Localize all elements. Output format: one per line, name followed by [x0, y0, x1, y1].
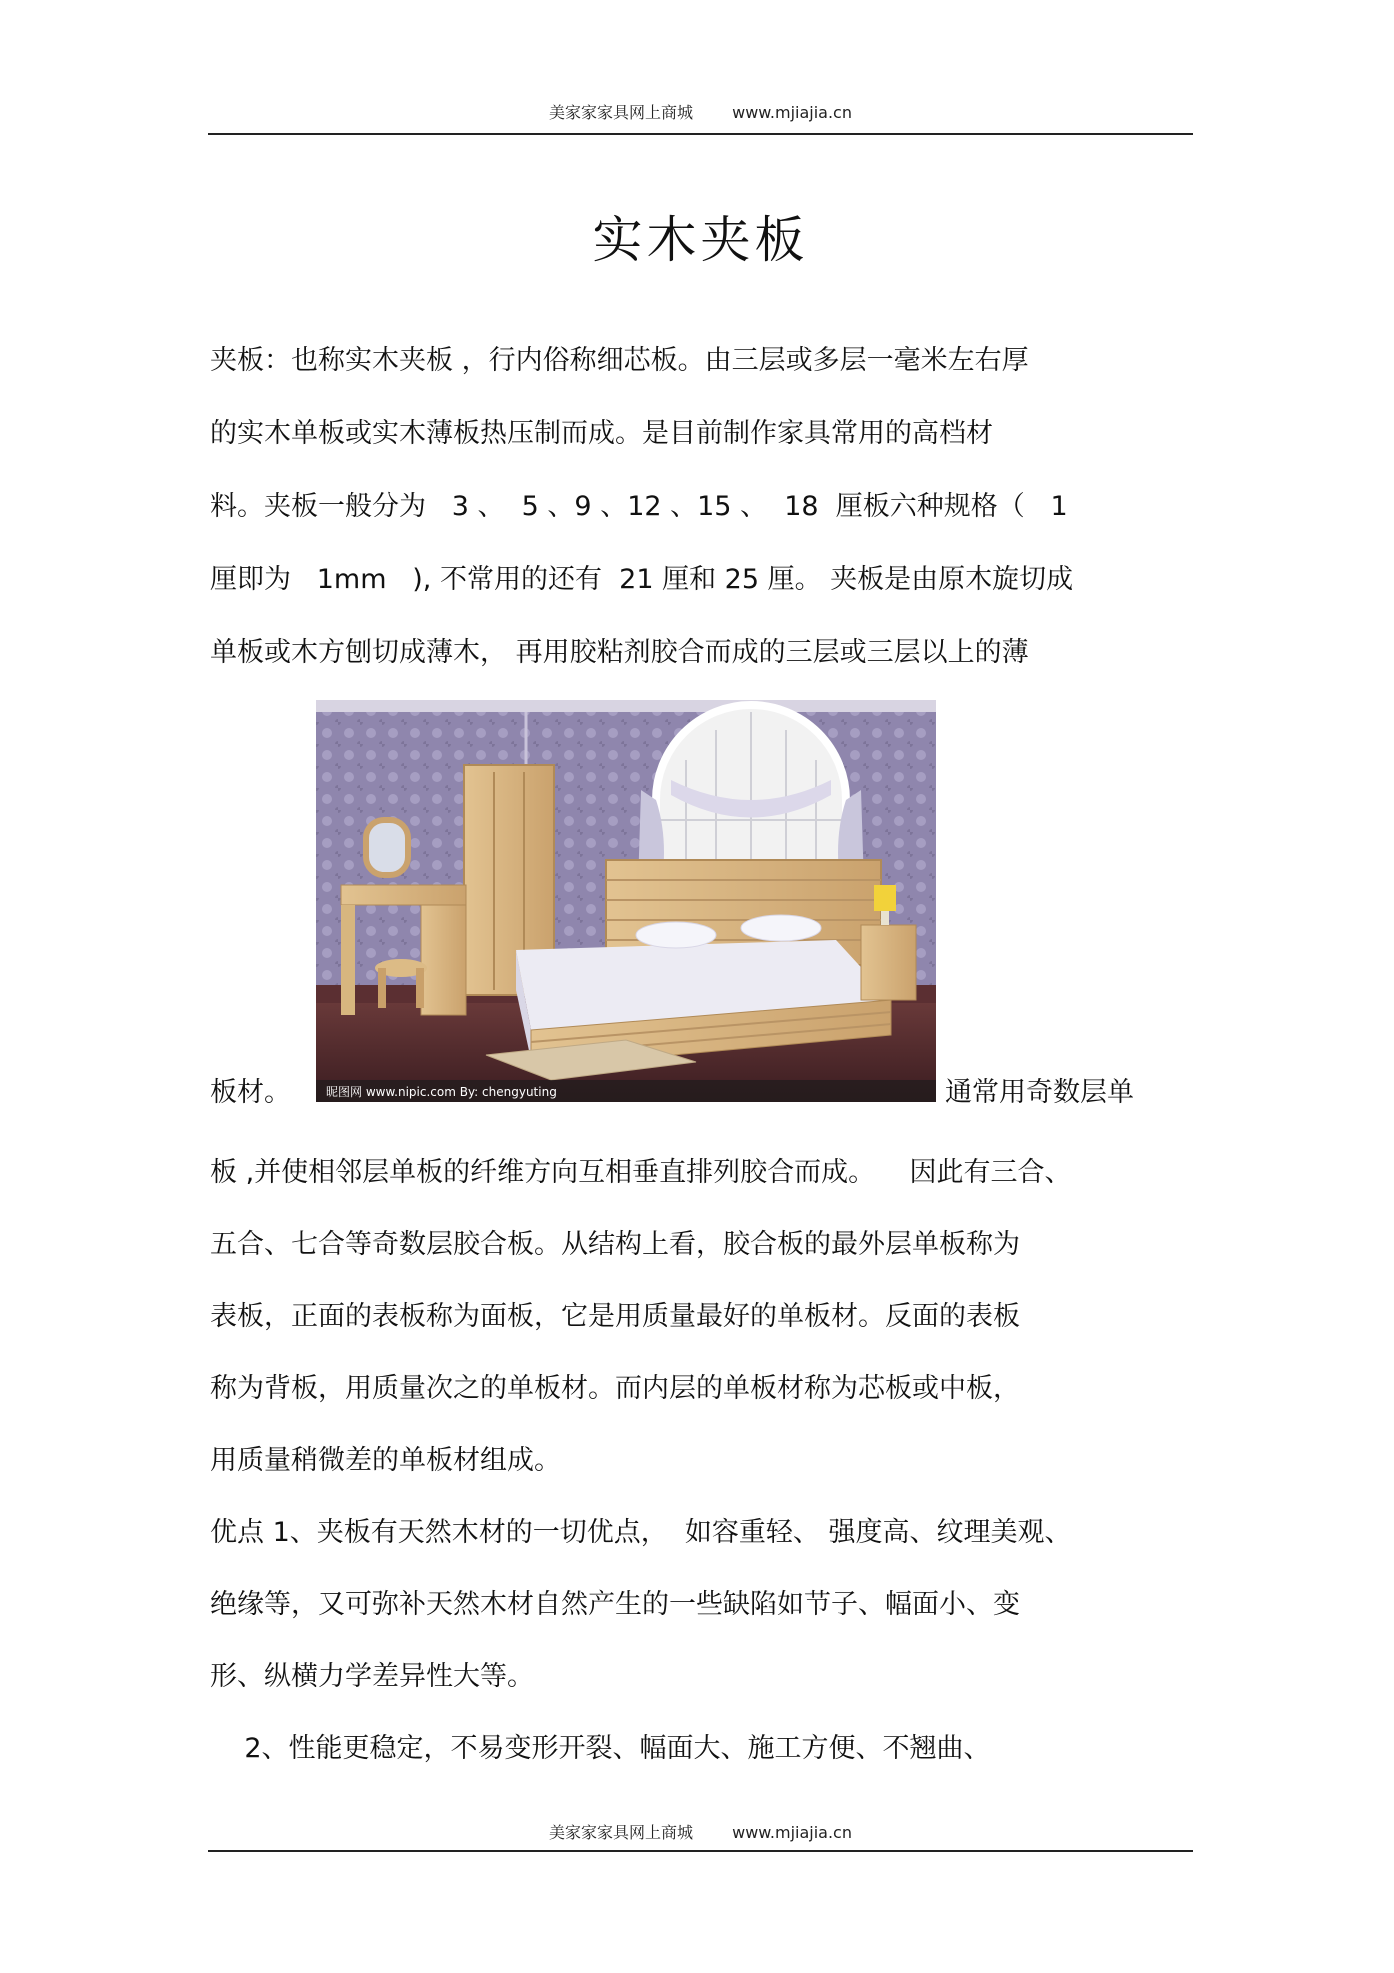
- header-site-name: 美家家家具网上商城: [549, 103, 694, 122]
- paragraph-line: 厘即为 1mm ), 不常用的还有 21 厘和 25 厘。 夹板是由原木旋切成: [210, 564, 1074, 595]
- header-url[interactable]: www.mjiajia.cn: [732, 103, 852, 122]
- paragraph-line: 表板，正面的表板称为面板，它是用质量最好的单板材。反面的表板: [210, 1301, 1020, 1332]
- paragraph-line: 板 ,并使相邻层单板的纤维方向互相垂直排列胶合而成。 因此有三合、: [210, 1157, 1072, 1188]
- page-footer: [208, 1820, 1193, 1843]
- paragraph-line: 绝缘等，又可弥补天然木材自然产生的一些缺陷如节子、幅面小、变: [210, 1589, 1020, 1620]
- paragraph-line: 单板或木方刨切成薄木， 再用胶粘剂胶合而成的三层或三层以上的薄: [210, 637, 1029, 668]
- paragraph-line: 料。夹板一般分为 3 、 5 、9 、12 、15 、 18 厘板六种规格（ 1: [210, 491, 1068, 522]
- photo-watermark: 昵图网 www.nipic.com By: chengyuting: [326, 1085, 557, 1099]
- paragraph-line: 五合、七合等奇数层胶合板。从结构上看，胶合板的最外层单板称为: [210, 1229, 1020, 1260]
- paragraph-line: 称为背板，用质量次之的单板材。而内层的单板材称为芯板或中板，: [210, 1373, 1020, 1404]
- paragraph-line: 的实木单板或实木薄板热压制而成。是目前制作家具常用的高档材: [210, 418, 993, 449]
- image-row-text-before: 板材。: [210, 1077, 291, 1108]
- footer-url[interactable]: www.mjiajia.cn: [732, 1823, 852, 1842]
- footer-divider: [208, 1850, 1193, 1852]
- paragraph-line: 优点 1、夹板有天然木材的一切优点， 如容重轻、 强度高、纹理美观、: [210, 1517, 1072, 1548]
- paragraph-line: 夹板：也称实木夹板 ，行内俗称细芯板。由三层或多层一毫米左右厚: [210, 345, 1029, 376]
- header-divider: [208, 133, 1193, 135]
- page-title: 实木夹板: [592, 211, 809, 269]
- paragraph-line: 用质量稍微差的单板材组成。: [210, 1445, 561, 1476]
- footer-site-name: 美家家家具网上商城: [549, 1823, 694, 1842]
- image-row-text-after: 通常用奇数层单: [945, 1077, 1134, 1108]
- bedroom-furniture-photo: [316, 700, 936, 1102]
- page-header: [208, 100, 1193, 123]
- paragraph-line: 形、纵横力学差异性大等。: [210, 1661, 534, 1692]
- paragraph-line: 2、性能更稳定，不易变形开裂、幅面大、施工方便、不翘曲、: [210, 1733, 991, 1764]
